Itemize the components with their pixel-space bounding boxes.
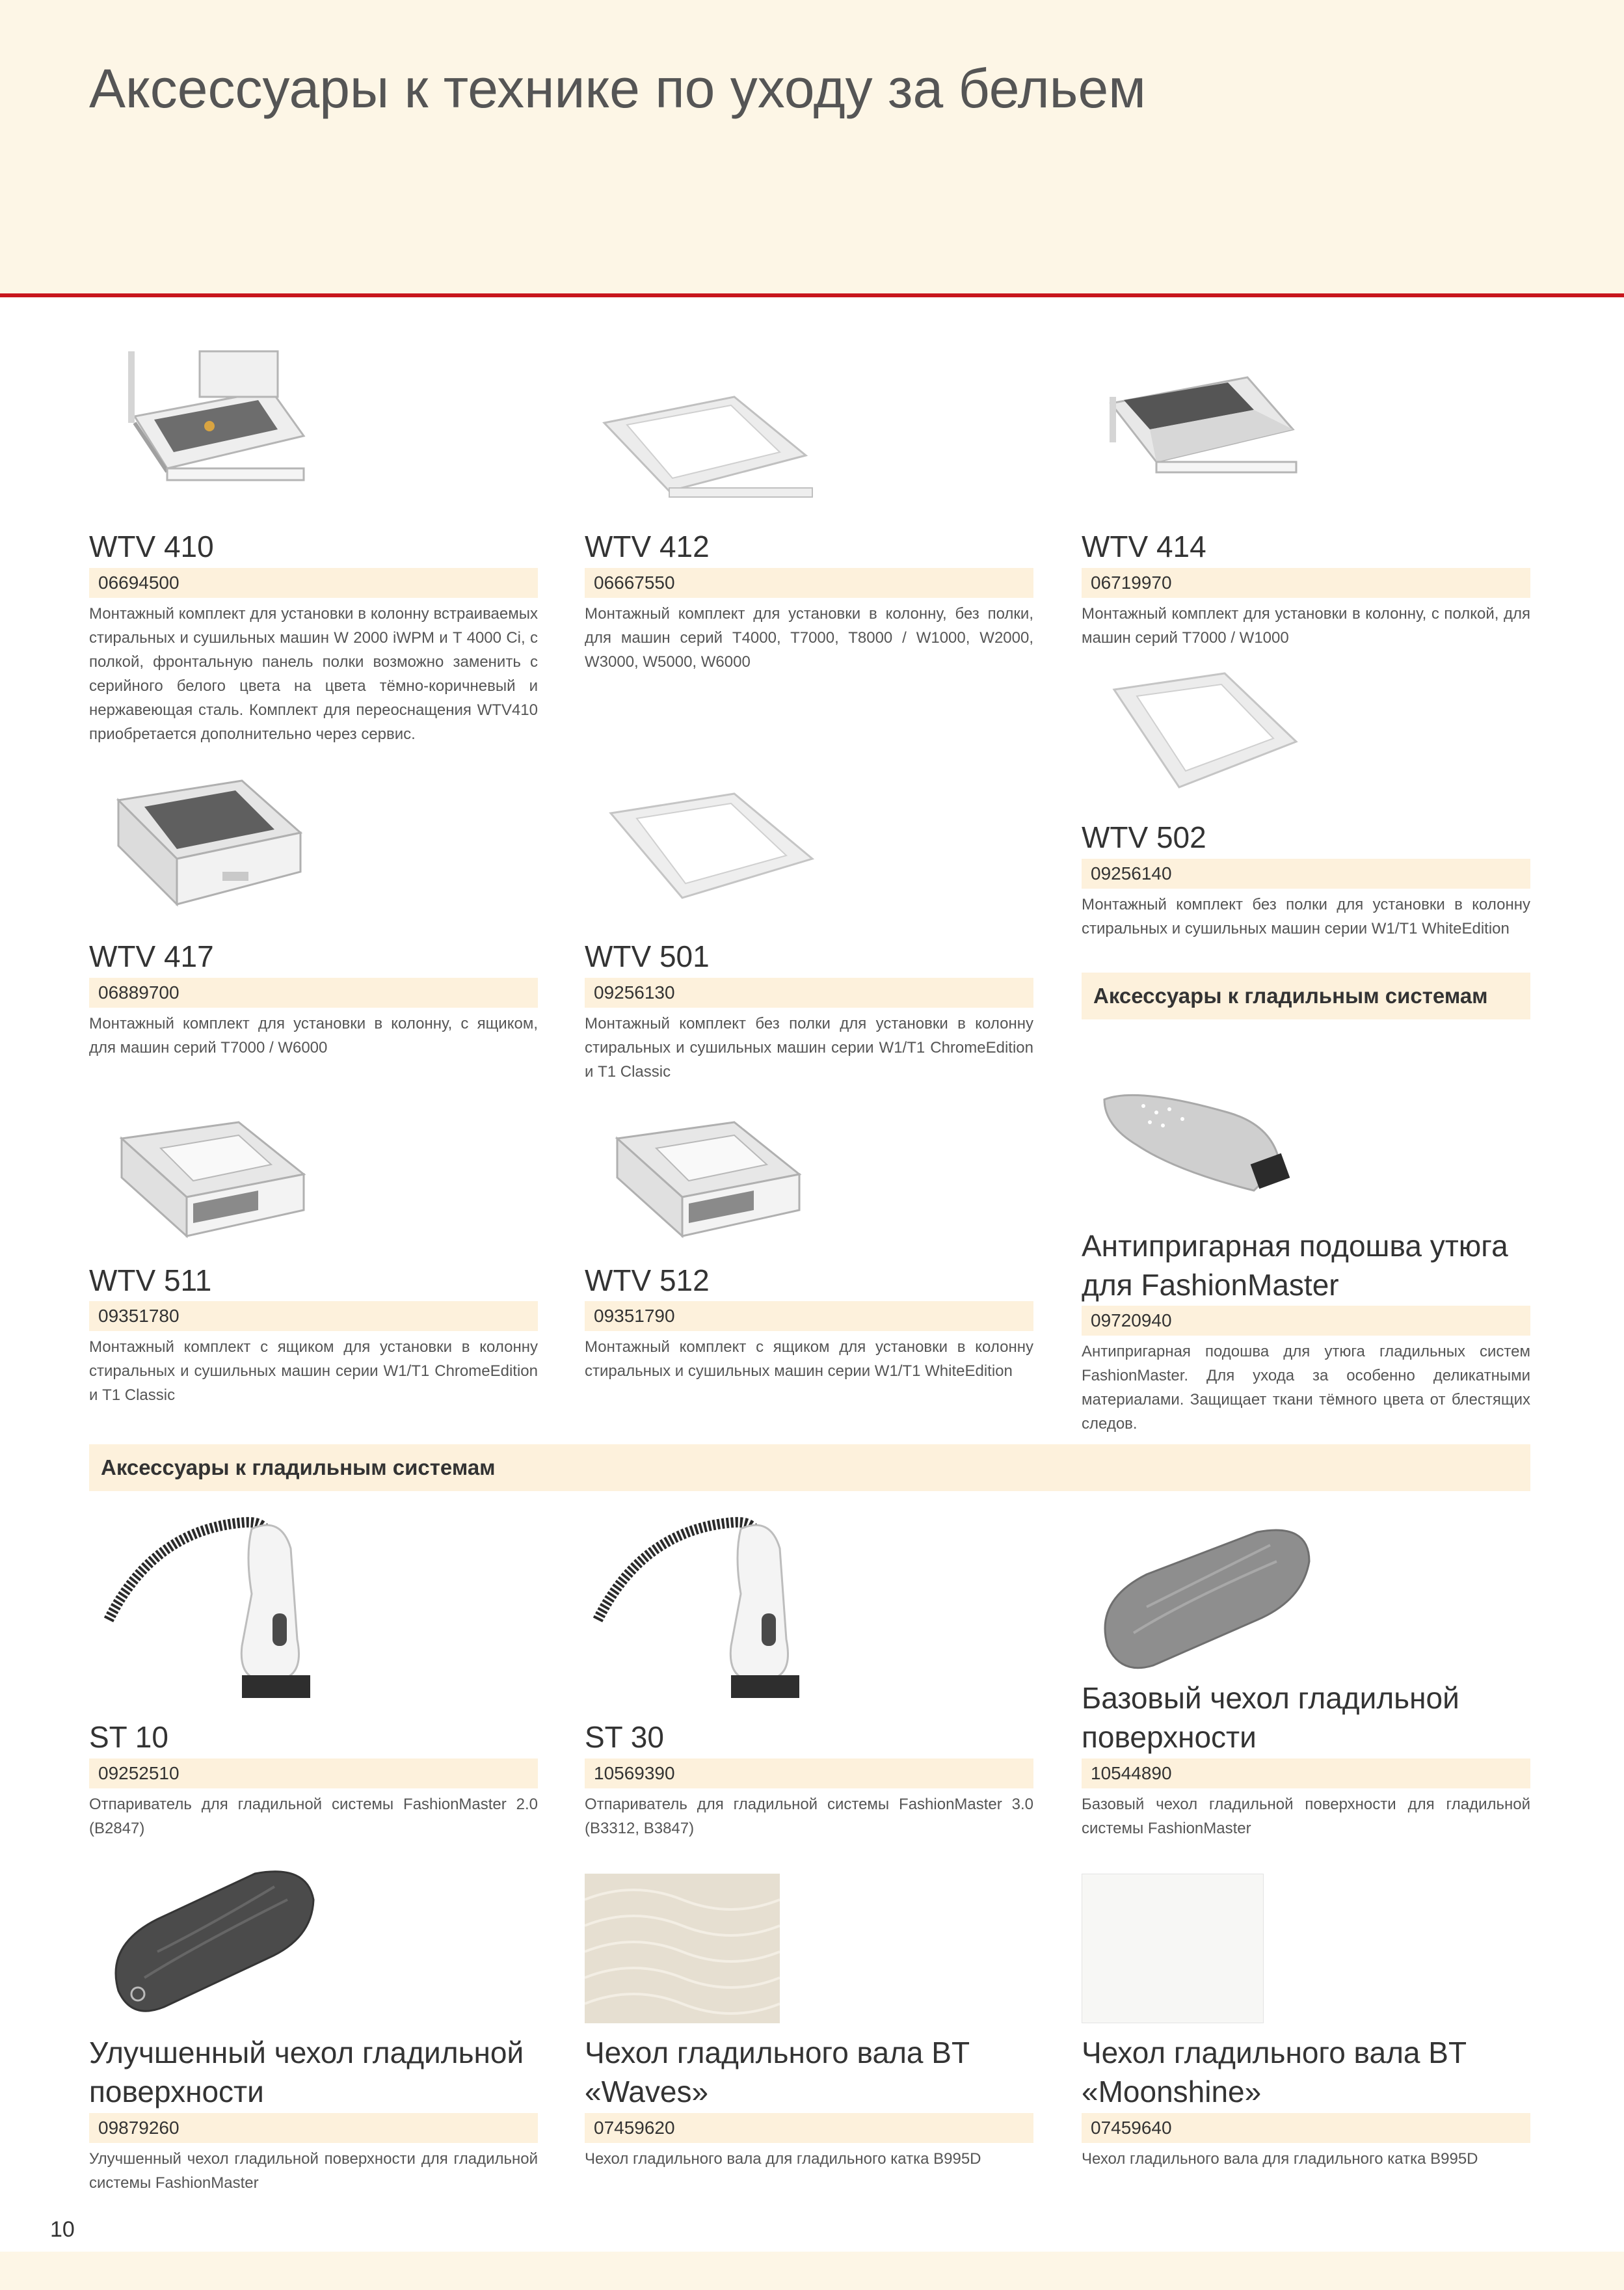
footer-band: [0, 2252, 1624, 2290]
fabric-waves-icon: [585, 1874, 780, 2023]
product-code: 09256140: [1082, 859, 1530, 889]
product-description: Монтажный комплект с ящиком для установки в колонну стиральных и сушильных машин серии W1/T1 WhiteEdition: [585, 1338, 1033, 1380]
iron-soleplate-icon: [1098, 1086, 1306, 1204]
product-code: 07459640: [1082, 2113, 1530, 2143]
product-name: WTV 410: [89, 530, 214, 563]
product-description: Монтажный комплект для установки в колонну, без полки, для машин серий T4000, T7000, T8000 / W1000, W2000, W3000, W5000, W6000: [585, 605, 1033, 671]
product-name: WTV 502: [1082, 820, 1206, 854]
product-name: Базовый чехол гладильной поверхности: [1082, 1681, 1459, 1754]
product-name: Антипригарная подошва утюга для FashionMaster: [1082, 1229, 1508, 1302]
product-code: 09252510: [89, 1758, 538, 1788]
steamer-icon: [102, 1509, 317, 1717]
product-name: WTV 512: [585, 1263, 710, 1297]
product-description: Чехол гладильного вала для гладильного катка B995D: [585, 2150, 981, 2168]
product-name: Улучшенный чехол гладильной поверхности: [89, 2036, 524, 2108]
product-code: 09256130: [585, 978, 1033, 1008]
header-band: [0, 0, 1624, 293]
product-description: Отпариватель для гладильной системы FashionMaster 2.0 (B2847): [89, 1796, 538, 1837]
product-description: Отпариватель для гладильной системы FashionMaster 3.0 (B3312, B3847): [585, 1796, 1033, 1837]
stacking-kit-drawer-icon: [604, 1112, 812, 1249]
product-name: WTV 412: [585, 530, 710, 563]
product-code: 10544890: [1082, 1758, 1530, 1788]
product-name: WTV 414: [1082, 530, 1206, 563]
product-name: WTV 417: [89, 939, 214, 973]
product-code: 06667550: [585, 568, 1033, 598]
stacking-kit-shelf-icon: [109, 338, 317, 501]
product-description: Улучшенный чехол гладильной поверхности для гладильной системы FashionMaster: [89, 2150, 538, 2192]
product-code: 09720940: [1082, 1306, 1530, 1336]
page-title: Аксессуары к технике по уходу за бельем: [89, 58, 1146, 119]
product-code: 06694500: [89, 568, 538, 598]
product-code: 10569390: [585, 1758, 1033, 1788]
stacking-frame-icon: [604, 787, 819, 917]
stacking-kit-shelf-icon: [1098, 358, 1306, 501]
product-name: Чехол гладильного вала BT «Waves»: [585, 2036, 970, 2108]
product-description: Монтажный комплект для установки в колонну встраиваемых стиральных и сушильных машин W 2000 iWPM и T 4000 Ci, с полкой, фронтальную панель полки возможно заменить с серийного белого цвета на цвета тёмно-коричневый и нержавеющая сталь. Комплект для переоснащения WTV410 приобретается дополнительно через сервис.: [89, 605, 538, 743]
product-code: 06889700: [89, 978, 538, 1008]
product-description: Монтажный комплект без полки для установки в колонну стиральных и сушильных машин серии W1/T1 ChromeEdition и T1 Classic: [585, 1015, 1033, 1081]
product-description: Монтажный комплект без полки для установки в колонну стиральных и сушильных машин серии W1/T1 WhiteEdition: [1082, 896, 1530, 937]
product-name: WTV 501: [585, 939, 710, 973]
page-number: 10: [50, 2217, 75, 2242]
product-code: 06719970: [1082, 568, 1530, 598]
ironing-cover-icon: [1095, 1522, 1316, 1672]
product-name: Чехол гладильного вала BT «Moonshine»: [1082, 2036, 1467, 2108]
section-header-ironing: Аксессуары к гладильным системам: [1082, 973, 1530, 1019]
product-description: Чехол гладильного вала для гладильного катка B995D: [1082, 2150, 1478, 2168]
product-code: 07459620: [585, 2113, 1033, 2143]
stacking-frame-icon: [1108, 670, 1303, 807]
stacking-kit-drawer-icon: [99, 774, 313, 911]
product-code: 09879260: [89, 2113, 538, 2143]
product-name: ST 30: [585, 1720, 664, 1754]
product-description: Антипригарная подошва для утюга гладильных систем FashionMaster. Для ухода за особенно деликатными материалами. Защищает ткани тёмного цвета от блестящих следов.: [1082, 1343, 1530, 1433]
product-name: ST 10: [89, 1720, 168, 1754]
product-code: 09351780: [89, 1301, 538, 1331]
product-description: Монтажный комплект с ящиком для установки в колонну стиральных и сушильных машин серии W1/T1 ChromeEdition и T1 Classic: [89, 1338, 538, 1404]
stacking-frame-icon: [598, 384, 819, 507]
ironing-cover-dark-icon: [105, 1867, 326, 2017]
product-code: 09351790: [585, 1301, 1033, 1331]
steamer-icon: [591, 1509, 806, 1717]
fabric-moonshine-icon: [1082, 1874, 1264, 2023]
header-rule: [0, 293, 1624, 297]
product-description: Базовый чехол гладильной поверхности для гладильной системы FashionMaster: [1082, 1796, 1530, 1837]
product-name: WTV 511: [89, 1263, 212, 1297]
stacking-kit-drawer-icon: [109, 1112, 317, 1249]
product-description: Монтажный комплект для установки в колонну, с полкой, для машин серий T7000 / W1000: [1082, 605, 1530, 647]
section-header-ironing: Аксессуары к гладильным системам: [89, 1444, 1530, 1491]
product-description: Монтажный комплект для установки в колонну, с ящиком, для машин серий T7000 / W6000: [89, 1015, 538, 1057]
